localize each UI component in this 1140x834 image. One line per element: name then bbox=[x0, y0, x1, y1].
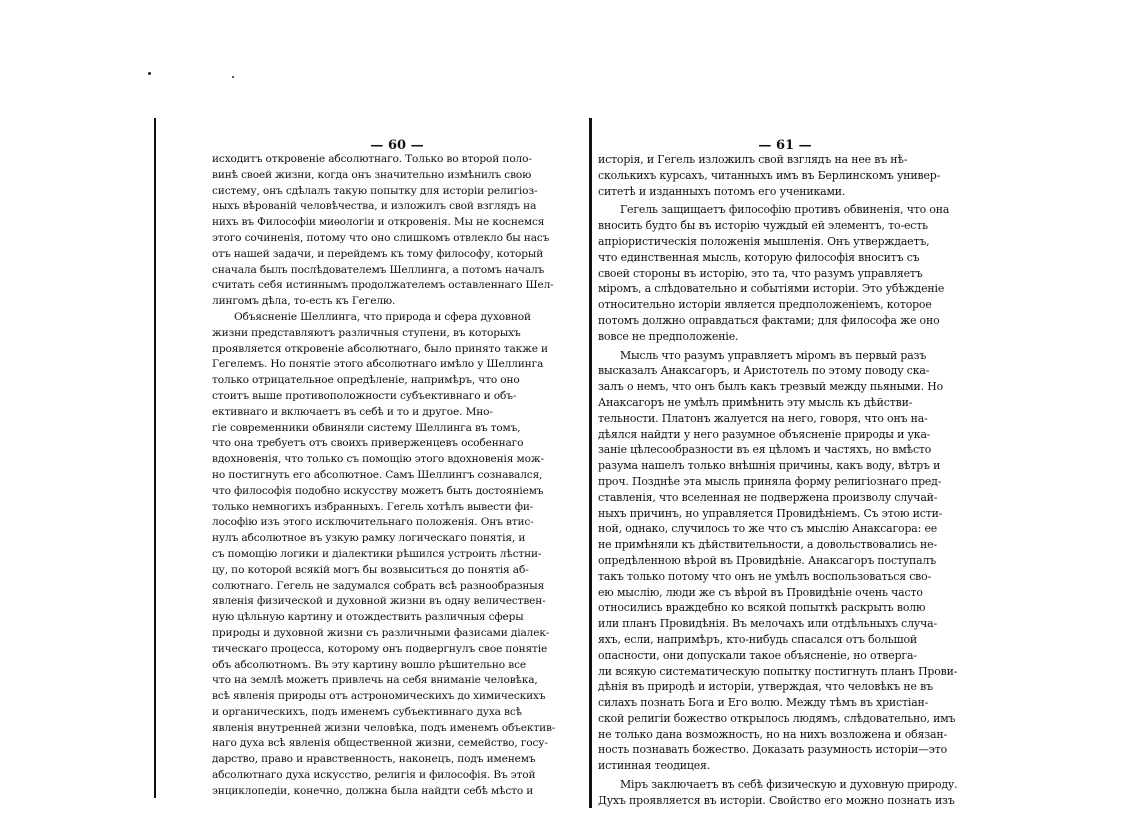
text-line: опредѣленною вѣрой въ Провидѣніе. Анаксагоръ поступалъ bbox=[598, 553, 937, 567]
text-line: ективнаго и включаетъ въ себѣ и то и другое. Мно- bbox=[212, 405, 493, 418]
text-line: истинная теодицея. bbox=[598, 759, 711, 773]
text-line: съ помощію логики и діалектики рѣшился устроить лѣстни- bbox=[212, 547, 542, 560]
text-line: сколькихъ курсахъ, читанныхъ имъ въ Берлинскомъ универ- bbox=[598, 168, 941, 182]
text-line: дѣнія въ природѣ и исторіи, утверждая, что человѣкъ не въ bbox=[598, 680, 933, 694]
text-line: явленія внутренней жизни человѣка, подъ именемъ объектив- bbox=[212, 721, 556, 734]
text-line: стоитъ выше противоположности субъективнаго и объ- bbox=[212, 389, 517, 402]
text-line: нулъ абсолютное въ узкую рамку логическаго понятія, и bbox=[212, 532, 526, 545]
text-line: міромъ, а слѣдовательно и событіями исторіи. Это убѣжденіе bbox=[598, 282, 945, 296]
left-page-edge-line bbox=[154, 118, 156, 798]
text-line: проявляется откровеніе абсолютнаго, было принято также и bbox=[212, 342, 548, 355]
text-line: сначала былъ послѣдователемъ Шеллинга, а потомъ началъ bbox=[212, 263, 545, 276]
text-line: относительно исторіи является предположеніемъ, которое bbox=[598, 298, 932, 312]
center-gutter-line bbox=[589, 118, 592, 808]
scan-speck bbox=[148, 72, 151, 75]
text-line: что она требуетъ отъ своихъ приверженцевъ особеннаго bbox=[212, 437, 524, 450]
text-line: лингомъ дѣла, то-есть къ Гегелю. bbox=[212, 295, 396, 308]
text-line: ской религіи божество открылось людямъ, слѣдовательно, имъ bbox=[598, 711, 956, 725]
text-line: залъ о немъ, что онъ былъ какъ трезвый между пьяными. Но bbox=[598, 380, 943, 394]
text-line: но постигнуть его абсолютное. Самъ Шеллингъ сознавался, bbox=[212, 468, 543, 481]
text-line: ной, однако, случилось то же что съ мыслію Анаксагора: ее bbox=[598, 522, 938, 536]
text-line: проч. Позднѣе эта мысль приняла форму религіознаго пред- bbox=[598, 474, 942, 488]
text-line: солютнаго. Гегель не задумался собрать всѣ разнообразныя bbox=[212, 579, 545, 592]
text-line: Мысль что разумъ управляетъ міромъ въ первый разъ bbox=[620, 348, 927, 362]
text-line: считать себя истиннымъ продолжателемъ оставленнаго Шел- bbox=[212, 279, 554, 292]
text-line: только немногихъ избранныхъ. Гегель хотѣлъ вывести фи- bbox=[212, 500, 534, 513]
text-line: исторія, и Гегель изложилъ свой взглядъ на нее въ нѣ- bbox=[598, 153, 908, 166]
text-line: разума нашелъ только внѣшнія причины, какъ воду, вѣтръ и bbox=[598, 459, 941, 473]
text-line: не только дана возможность, но на нихъ возложена и обязан- bbox=[598, 727, 947, 741]
text-line: яхъ, если, напримѣръ, кто-нибудь спасался отъ большой bbox=[598, 632, 917, 646]
text-line: дарство, право и нравственность, наконецъ, подъ именемъ bbox=[212, 753, 536, 766]
text-line: явленія физической и духовной жизни въ одну величествен- bbox=[212, 595, 546, 608]
text-line: своей стороны въ исторію, это та, что разумъ управляетъ bbox=[598, 266, 923, 280]
text-line: ность познавать божество. Доказать разумность исторіи—это bbox=[598, 743, 948, 757]
text-line: не примѣняли къ дѣйствительности, а довольствовались не- bbox=[598, 538, 937, 552]
text-line: дѣялся найдти у него разумное объясненіе природы и ука- bbox=[598, 427, 931, 441]
text-line: ею мыслію, люди же съ вѣрой въ Провидѣніе очень часто bbox=[598, 585, 923, 599]
text-line: заніе цѣлесообразности въ ея цѣломъ и частяхъ, но вмѣсто bbox=[598, 443, 932, 457]
text-line: что философія подобно искусству можетъ быть достояніемъ bbox=[212, 484, 544, 497]
text-line: ныхъ причинъ, но управляется Провидѣніемъ. Съ этою исти- bbox=[598, 506, 943, 520]
text-line: или планъ Провидѣнія. Въ мелочахъ или отдѣльныхъ случа- bbox=[598, 617, 938, 631]
text-line: ныхъ вѣрованій человѣчества, и изложилъ свой взглядъ на bbox=[212, 200, 537, 213]
text-line: что на землѣ можетъ привлечь на себя вниманіе человѣка, bbox=[212, 674, 538, 687]
text-line: Духъ проявляется въ исторіи. Свойство его можно познать изъ bbox=[598, 793, 955, 807]
left-page-text bbox=[212, 152, 582, 800]
page-number-right: — 61 — bbox=[758, 138, 812, 153]
text-line: силахъ познать Бога и Его волю. Между тѣмъ въ христіан- bbox=[598, 696, 929, 710]
text-line: цу, по которой всякій могъ бы возвыситься до понятія аб- bbox=[212, 563, 529, 576]
text-line: отъ нашей задачи, и перейдемъ къ тому философу, который bbox=[212, 247, 544, 260]
text-line: и органическихъ, подъ именемъ субъективнаго духа всѣ bbox=[212, 705, 522, 718]
text-line: Анаксагоръ не умѣлъ примѣнить эту мысль къ дѣйстви- bbox=[598, 395, 913, 409]
text-line: всѣ явленія природы отъ астрономическихъ до химическихъ bbox=[212, 690, 546, 703]
text-line: что единственная мысль, которую философія вноситъ съ bbox=[598, 250, 920, 264]
text-line: этого сочиненія, потому что оно слишкомъ отвлекло бы насъ bbox=[212, 231, 550, 244]
text-line: нихъ въ Философіи миѳологіи и откровенія. Мы не коснемся bbox=[212, 216, 545, 229]
text-line: тельности. Платонъ жалуется на него, говоря, что онъ на- bbox=[598, 411, 928, 425]
text-line: систему, онъ сдѣлалъ такую попытку для исторіи религіоз- bbox=[212, 184, 538, 197]
text-line: потомъ должно оправдаться фактами; для философа же оно bbox=[598, 313, 940, 327]
text-line: тическаго процесса, которому онъ подвергнулъ свое понятіе bbox=[212, 642, 548, 655]
text-line: апріористическія положенія мышленія. Онъ утверждаетъ, bbox=[598, 234, 930, 248]
text-line: наго духа всѣ явленія общественной жизни, семейство, госу- bbox=[212, 737, 548, 750]
text-line: винѣ своей жизни, когда онъ значительно измѣнилъ свою bbox=[212, 168, 532, 181]
text-line: исходитъ откровеніе абсолютнаго. Только во второй поло- bbox=[212, 153, 532, 165]
text-line: природы и духовной жизни съ различными фазисами діалек- bbox=[212, 626, 550, 639]
text-line: Гегель защищаетъ философію противъ обвиненія, что она bbox=[620, 203, 950, 217]
text-line: высказалъ Анаксагоръ, и Аристотель по этому поводу ска- bbox=[598, 364, 930, 378]
text-line: вносить будто бы въ исторію чуждый ей элементъ, то-есть bbox=[598, 219, 928, 233]
page-number-left: — 60 — bbox=[370, 138, 424, 153]
text-line: жизни представляютъ различныя ступени, въ которыхъ bbox=[212, 326, 521, 339]
text-line: объ абсолютномъ. Въ эту картину вошло рѣшительно все bbox=[212, 658, 526, 671]
text-line: относились враждебно ко всякой попыткѣ раскрыть волю bbox=[598, 601, 926, 615]
text-line: Объясненіе Шеллинга, что природа и сфера духовной bbox=[234, 310, 531, 323]
text-line: вовсе не предположеніе. bbox=[598, 329, 739, 343]
text-line: ситетѣ и изданныхъ потомъ его учениками. bbox=[598, 184, 846, 198]
text-line: ную цѣльную картину и отождествить различныя сферы bbox=[212, 611, 524, 624]
text-line: Гегелемъ. Но понятіе этого абсолютнаго имѣло у Шеллинга bbox=[212, 358, 544, 371]
text-line: ставленія, что вселенная не подвержена произволу случай- bbox=[598, 490, 938, 504]
text-line: опасности, они допускали такое объясненіе, но отверга- bbox=[598, 648, 917, 662]
text-line: ли всякую систематическую попытку постигнуть планъ Прови- bbox=[598, 664, 958, 678]
text-line: вдохновенія, что только съ помощію этого вдохновенія мож- bbox=[212, 453, 544, 466]
text-line: такъ только потому что онъ не умѣлъ воспользоваться сво- bbox=[598, 569, 932, 583]
text-line: абсолютнаго духа искусство, религія и философія. Въ этой bbox=[212, 769, 536, 782]
text-line: Міръ заключаетъ въ себѣ физическую и духовную природу. bbox=[620, 778, 958, 792]
scan-speck bbox=[232, 76, 234, 78]
text-line: только отрицательное опредѣленіе, напримѣръ, что оно bbox=[212, 374, 520, 387]
right-page-text bbox=[598, 152, 972, 809]
text-line: лософію изъ этого исключительнаго положенія. Онъ втис- bbox=[212, 516, 534, 529]
text-line: гіе современники обвиняли систему Шеллинга въ томъ, bbox=[212, 421, 521, 434]
text-line: энциклопедіи, конечно, должна была найдти себѣ мѣсто и bbox=[212, 784, 534, 797]
